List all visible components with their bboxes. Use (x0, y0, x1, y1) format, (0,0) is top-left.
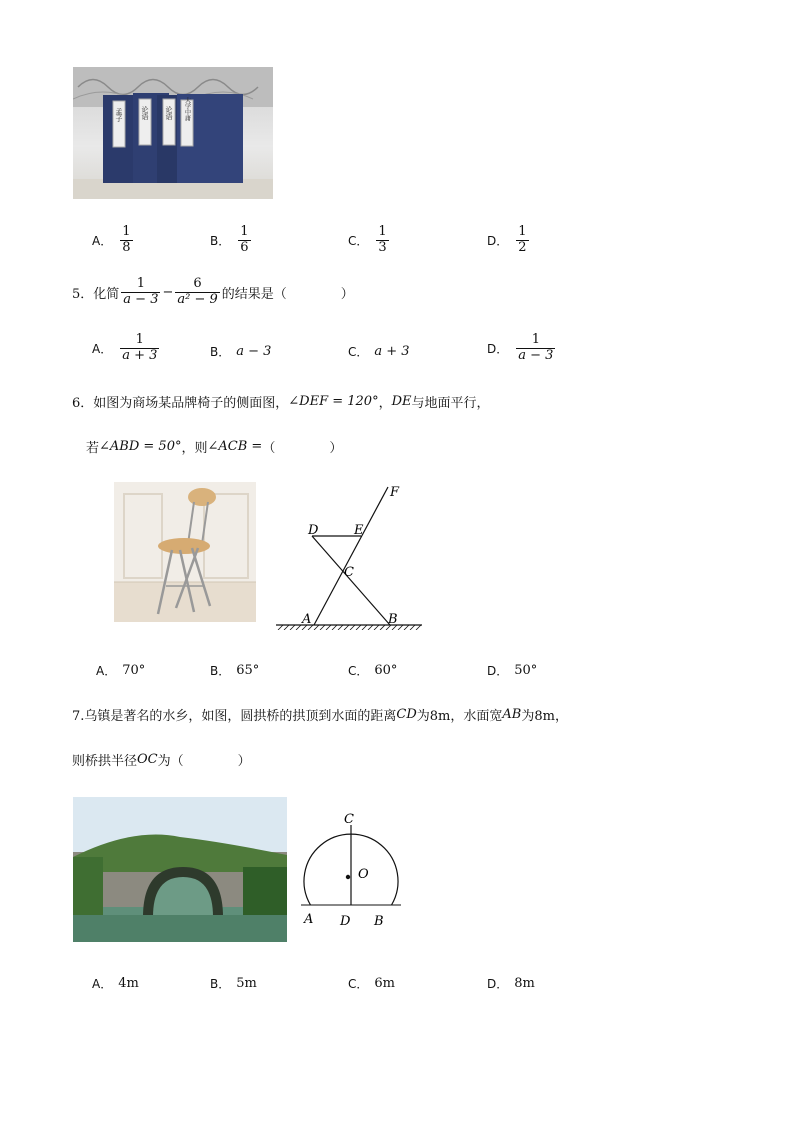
q6-option-c[interactable] (348, 662, 397, 679)
option-text: 4m (118, 976, 139, 991)
option-letter: B． (210, 233, 231, 248)
numerator: 6 (193, 276, 202, 291)
close-paren: ） (329, 441, 343, 456)
segment-db (312, 536, 390, 625)
option-text: a + 3 (374, 344, 410, 359)
label-e: E (354, 523, 364, 538)
label-a: A (304, 912, 314, 927)
option-text: 50° (514, 663, 538, 678)
fraction (120, 225, 132, 256)
book-title-1: 孟子 (115, 108, 123, 122)
bridge-illustration (73, 797, 287, 942)
q7-text: 为8m， (521, 709, 568, 724)
q5-prefix: 5．化简 (72, 286, 120, 302)
q6-text: ，则 (181, 441, 208, 456)
option-letter: C． (348, 233, 369, 248)
q6-angle-acb: ∠ACB = (207, 439, 263, 454)
q7-geometry-diagram (296, 805, 406, 935)
denominator: a + 3 (122, 347, 158, 363)
q7-text: 为8m，水面宽 (416, 709, 503, 724)
center-point-o (346, 875, 350, 879)
q6-segment-de: DE (391, 394, 412, 409)
fraction (238, 225, 250, 256)
denominator: 6 (240, 239, 249, 255)
option-letter: C． (348, 664, 369, 678)
option-text: 8m (514, 976, 535, 991)
fraction (516, 225, 528, 256)
q7-option-a[interactable] (92, 975, 139, 992)
option-letter: D． (487, 977, 509, 991)
q7-segment-ab: AB (502, 707, 522, 722)
chair-illustration (114, 482, 256, 622)
option-letter: D． (487, 341, 509, 356)
book-title-3: 论语 (165, 106, 173, 120)
option-text: 60° (374, 663, 398, 678)
q6-option-a[interactable] (96, 662, 145, 679)
option-letter: A． (96, 664, 117, 678)
q6-angle-def: ∠DEF = 120° (288, 394, 379, 409)
option-text: a − 3 (236, 344, 272, 359)
q4-option-a[interactable] (92, 225, 135, 256)
option-letter: C． (348, 977, 369, 991)
option-letter: A． (92, 233, 113, 248)
option-letter: C． (348, 345, 369, 359)
q5-option-a[interactable] (92, 333, 161, 364)
option-letter: B． (210, 345, 231, 359)
fraction (120, 333, 159, 364)
q6-text: 与地面平行， (411, 396, 490, 411)
option-letter: B． (210, 977, 231, 991)
option-letter: D． (487, 233, 509, 248)
q5-suffix: 的结果是（ (221, 286, 287, 302)
q6-geometry-diagram (272, 480, 432, 630)
option-text: 6m (374, 976, 395, 991)
denominator: a − 3 (123, 291, 159, 307)
option-text: 5m (236, 976, 257, 991)
q4-option-b[interactable] (210, 225, 253, 256)
q5-option-b[interactable] (210, 343, 271, 360)
q6-option-d[interactable] (487, 662, 537, 679)
q4-option-d[interactable] (487, 225, 531, 256)
q5-option-d[interactable] (487, 333, 557, 364)
label-d: D (308, 523, 319, 538)
numerator: 1 (240, 224, 249, 239)
bridge-photo (73, 797, 287, 942)
q6-question-line2 (86, 437, 342, 456)
fraction (175, 277, 219, 308)
numerator: 1 (135, 332, 144, 347)
books-illustration (73, 67, 273, 199)
book-title-4: 大学中庸 (183, 97, 191, 121)
numerator: 1 (378, 224, 387, 239)
q7-option-d[interactable] (487, 975, 535, 992)
chair-photo (114, 482, 256, 622)
option-text: 70° (122, 663, 146, 678)
q7-segment-oc: OC (137, 752, 158, 767)
q7-segment-cd: CD (396, 707, 417, 722)
q5-question (72, 277, 354, 308)
close-paren: ） (340, 286, 354, 302)
label-o: O (358, 867, 369, 882)
numerator: 1 (136, 276, 146, 291)
fraction (516, 333, 555, 364)
book-title-2: 论语 (141, 106, 149, 120)
denominator: 3 (378, 239, 387, 255)
label-c: C (344, 812, 354, 827)
label-c: C (344, 565, 354, 580)
q6-text: ， (378, 396, 392, 411)
option-letter: A． (92, 977, 113, 991)
option-letter: B． (210, 664, 231, 678)
option-letter: A． (92, 341, 113, 356)
close-paren: ） (237, 754, 251, 769)
q5-option-c[interactable] (348, 343, 410, 360)
q7-text: 则桥拱半径 (72, 754, 138, 769)
q7-text: 7.乌镇是著名的水乡，如图，圆拱桥的拱顶到水面的距离 (72, 709, 397, 724)
q6-angle-abd: ∠ABD = 50° (99, 439, 182, 454)
fraction (121, 277, 160, 308)
label-a: A (302, 612, 312, 627)
q7-text: 为（ (157, 754, 184, 769)
books-photo (73, 67, 273, 199)
numerator: 1 (531, 332, 540, 347)
option-text: 65° (236, 663, 260, 678)
option-letter: D． (487, 664, 509, 678)
fraction (376, 225, 388, 256)
label-f: F (390, 485, 400, 500)
numerator: 1 (518, 224, 527, 239)
denominator: a² − 9 (177, 291, 218, 307)
q6-question-line1 (72, 392, 490, 411)
segment-af (314, 487, 388, 625)
q6-text: 6．如图为商场某品牌椅子的侧面图， (72, 396, 289, 411)
q7-question-line2 (72, 750, 251, 769)
q7-question-line1 (72, 705, 568, 724)
label-b: B (388, 612, 398, 627)
q6-text: 若 (86, 441, 100, 456)
label-d: D (340, 914, 351, 929)
q7-option-b[interactable] (210, 975, 257, 992)
q6-text: （ (262, 441, 276, 456)
q4-option-c[interactable] (348, 225, 391, 256)
denominator: 8 (122, 239, 131, 255)
ground-hatching (278, 625, 421, 630)
label-b: B (374, 914, 384, 929)
numerator: 1 (122, 224, 131, 239)
q7-option-c[interactable] (348, 975, 395, 992)
minus-sign: − (162, 284, 174, 300)
q6-option-b[interactable] (210, 662, 259, 679)
denominator: a − 3 (518, 347, 554, 363)
denominator: 2 (518, 239, 527, 255)
